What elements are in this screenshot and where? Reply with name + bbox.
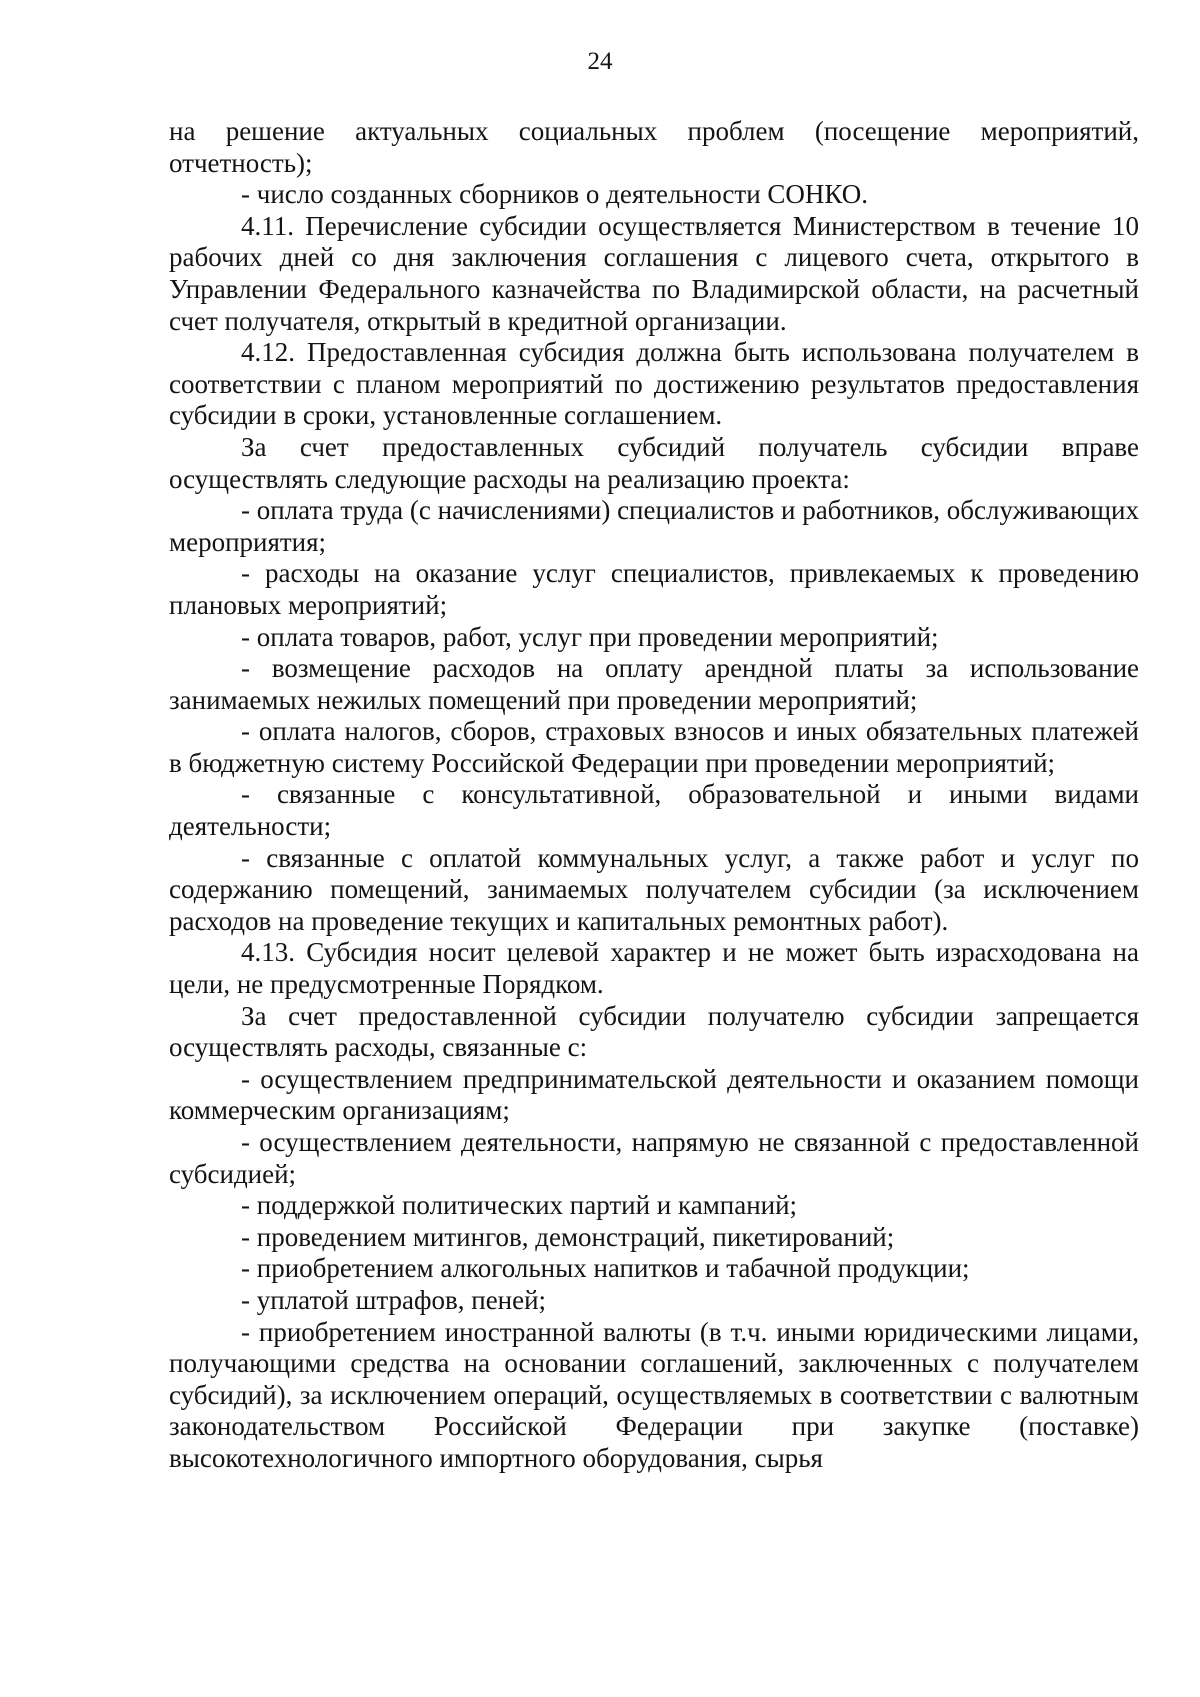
list-item: - приобретением иностранной валюты (в т.ч. иными юридическими лицами, получающими средства на основании соглашений, заключенных с получателем субсидий), за исключением операций, осуществляемых в соответствии с валютным законодательством Российской Федерации при закупке (поставке) высокотехнологичного импортного оборудования, сырья xyxy=(169,1316,1139,1473)
list-item: - поддержкой политических партий и кампаний; xyxy=(241,1190,798,1221)
list-item: - оплата товаров, работ, услуг при проведении мероприятий; xyxy=(241,621,939,652)
list-item: - связанные с оплатой коммунальных услуг, а также работ и услуг по содержанию помещений, занимаемых получателем субсидии (за исключением расходов на проведение текущих и капитальных ремонтных работ). xyxy=(169,842,1139,936)
list-item: - осуществлением предпринимательской деятельности и оказанием помощи коммерческим организациям; xyxy=(169,1063,1139,1126)
list-item: - оплата налогов, сборов, страховых взносов и иных обязательных платежей в бюджетную систему Российской Федерации при проведении мероприятий; xyxy=(169,716,1139,778)
list-item: - уплатой штрафов, пеней; xyxy=(241,1284,547,1315)
list-item: - расходы на оказание услуг специалистов, привлекаемых к проведению плановых мероприятий; xyxy=(169,558,1139,620)
page-number: 24 xyxy=(587,48,613,75)
paragraph: 4.11. Перечисление субсидии осуществляется Министерством в течение 10 рабочих дней со дня заключения соглашения с лицевого счета, открытого в Управлении Федерального казначейства по Владимирской области, на расчетный счет получателя, открытый в кредитной организации. xyxy=(169,210,1139,336)
paragraph: - число созданных сборников о деятельности СОНКО. xyxy=(241,179,868,210)
paragraph: 4.13. Субсидия носит целевой характер и не может быть израсходована на цели, не предусмотренные Порядком. xyxy=(169,937,1139,1000)
document-body xyxy=(169,116,1139,1475)
list-item: - оплата труда (с начислениями) специалистов и работников, обслуживающих мероприятия; xyxy=(169,495,1139,557)
list-item: - проведением митингов, демонстраций, пикетирований; xyxy=(241,1221,895,1252)
paragraph: За счет предоставленных субсидий получатель субсидии вправе осуществлять следующие расходы на реализацию проекта: xyxy=(169,431,1139,494)
list-item: - возмещение расходов на оплату арендной платы за использование занимаемых нежилых помещений при проведении мероприятий; xyxy=(169,653,1139,715)
list-item: - связанные с консультативной, образовательной и иными видами деятельности; xyxy=(169,779,1139,842)
list-item: - осуществлением деятельности, напрямую не связанной с предоставленной субсидией; xyxy=(169,1127,1139,1189)
paragraph: За счет предоставленной субсидии получателю субсидии запрещается осуществлять расходы, связанные с: xyxy=(169,1000,1139,1063)
list-item: - приобретением алкогольных напитков и табачной продукции; xyxy=(241,1253,970,1284)
paragraph: 4.12. Предоставленная субсидия должна быть использована получателем в соответствии с планом мероприятий по достижению результатов предоставления субсидии в сроки, установленные соглашением. xyxy=(169,337,1139,431)
paragraph: на решение актуальных социальных проблем (посещение мероприятий, отчетность); xyxy=(169,116,1139,178)
